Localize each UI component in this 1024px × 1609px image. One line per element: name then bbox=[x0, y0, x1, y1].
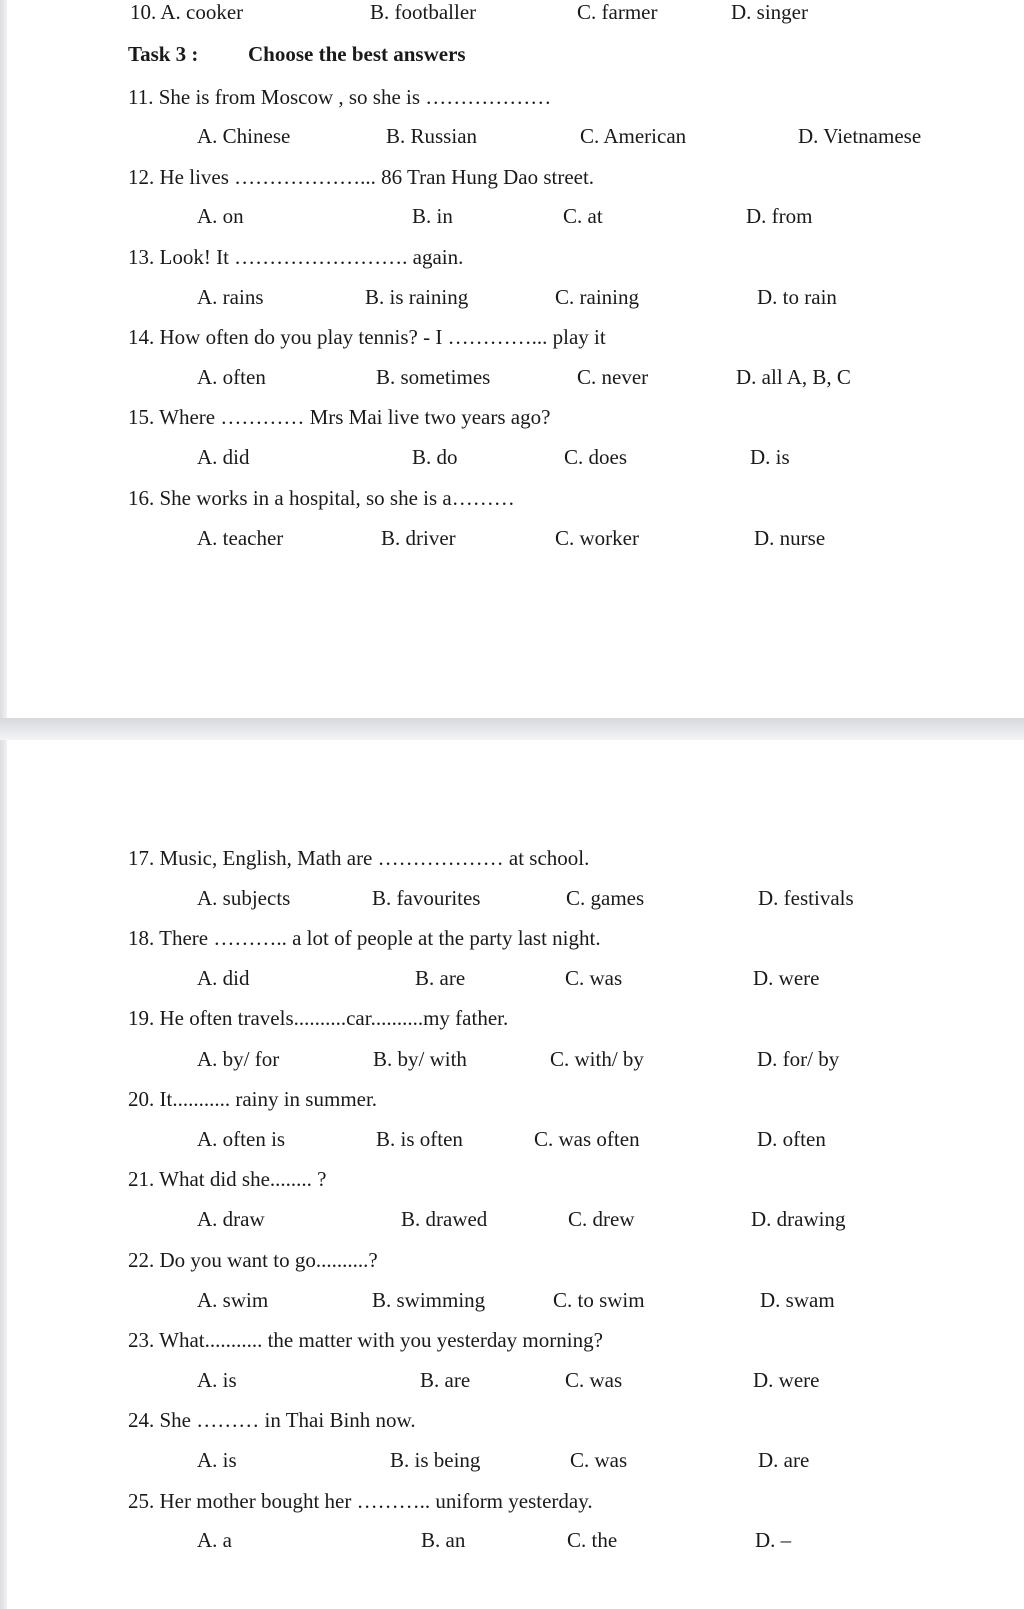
question-23-option-c: C. was bbox=[565, 1368, 623, 1392]
question-12-option-a: A. on bbox=[197, 204, 244, 228]
question-10-option-b: B. footballer bbox=[370, 0, 477, 24]
question-17-option-b: B. favourites bbox=[372, 886, 481, 910]
question-12-option-b: B. in bbox=[412, 204, 453, 228]
question-23-stem: 23. What........... the matter with you yesterday morning? bbox=[128, 1328, 603, 1352]
question-11-option-c: C. American bbox=[580, 124, 687, 148]
question-12-option-c: C. at bbox=[563, 204, 603, 228]
question-14-option-d: D. all A, B, C bbox=[736, 365, 851, 389]
question-14-option-a: A. often bbox=[197, 365, 266, 389]
question-13-option-a: A. rains bbox=[197, 285, 264, 309]
question-18-option-b: B. are bbox=[415, 966, 466, 990]
question-14-option-b: B. sometimes bbox=[376, 365, 491, 389]
question-18-option-a: A. did bbox=[197, 966, 250, 990]
question-24-stem: 24. She ……… in Thai Binh now. bbox=[128, 1408, 416, 1432]
question-17-option-d: D. festivals bbox=[758, 886, 854, 910]
question-16-option-d: D. nurse bbox=[754, 526, 826, 550]
page-left-edge bbox=[0, 0, 7, 1609]
question-19-option-a: A. by/ for bbox=[197, 1047, 280, 1071]
question-25-option-c: C. the bbox=[567, 1528, 618, 1552]
question-20-option-b: B. is often bbox=[376, 1127, 463, 1151]
question-19-stem: 19. He often travels..........car..........my father. bbox=[128, 1006, 509, 1030]
question-25-stem: 25. Her mother bought her ……….. uniform yesterday. bbox=[128, 1489, 593, 1513]
question-18-option-d: D. were bbox=[753, 966, 820, 990]
question-21-option-b: B. drawed bbox=[401, 1207, 488, 1231]
question-17-option-c: C. games bbox=[566, 886, 645, 910]
question-16-option-b: B. driver bbox=[381, 526, 456, 550]
question-21-stem: 21. What did she........ ? bbox=[128, 1167, 327, 1191]
question-24-option-a: A. is bbox=[197, 1448, 237, 1472]
question-25-option-b: B. an bbox=[421, 1528, 466, 1552]
question-24-option-b: B. is being bbox=[390, 1448, 481, 1472]
question-15-option-d: D. is bbox=[750, 445, 790, 469]
question-18-stem: 18. There ……….. a lot of people at the party last night. bbox=[128, 926, 601, 950]
question-12-option-d: D. from bbox=[746, 204, 813, 228]
question-21-option-d: D. drawing bbox=[751, 1207, 846, 1231]
question-22-option-c: C. to swim bbox=[553, 1288, 645, 1312]
question-11-option-b: B. Russian bbox=[386, 124, 478, 148]
question-20-option-d: D. often bbox=[757, 1127, 826, 1151]
question-25-option-a: A. a bbox=[197, 1528, 232, 1552]
question-11-option-a: A. Chinese bbox=[197, 124, 291, 148]
question-10-stem: 10. A. cooker bbox=[130, 0, 244, 24]
question-22-option-a: A. swim bbox=[197, 1288, 269, 1312]
question-11-option-d: D. Vietnamese bbox=[798, 124, 922, 148]
question-14-stem: 14. How often do you play tennis? - I …………... play it bbox=[128, 325, 606, 349]
task-title: Choose the best answers bbox=[248, 42, 466, 66]
question-20-stem: 20. It........... rainy in summer. bbox=[128, 1087, 378, 1111]
question-15-stem: 15. Where ………… Mrs Mai live two years ago? bbox=[128, 405, 551, 429]
question-16-option-c: C. worker bbox=[555, 526, 639, 550]
question-23-option-d: D. were bbox=[753, 1368, 820, 1392]
question-19-option-b: B. by/ with bbox=[373, 1047, 467, 1071]
question-13-option-b: B. is raining bbox=[365, 285, 469, 309]
question-20-option-c: C. was often bbox=[534, 1127, 640, 1151]
question-18-option-c: C. was bbox=[565, 966, 623, 990]
question-24-option-c: C. was bbox=[570, 1448, 628, 1472]
question-10-option-c: C. farmer bbox=[577, 0, 658, 24]
question-23-option-b: B. are bbox=[420, 1368, 471, 1392]
question-16-stem: 16. She works in a hospital, so she is a……… bbox=[128, 486, 515, 510]
question-15-option-c: C. does bbox=[564, 445, 627, 469]
question-13-option-c: C. raining bbox=[555, 285, 639, 309]
question-21-option-c: C. drew bbox=[568, 1207, 635, 1231]
question-19-option-d: D. for/ by bbox=[757, 1047, 840, 1071]
question-15-option-b: B. do bbox=[412, 445, 458, 469]
question-22-option-b: B. swimming bbox=[372, 1288, 486, 1312]
question-15-option-a: A. did bbox=[197, 445, 250, 469]
question-13-stem: 13. Look! It ……………………. again. bbox=[128, 245, 464, 269]
question-13-option-d: D. to rain bbox=[757, 285, 837, 309]
page-separator bbox=[0, 718, 1024, 740]
question-24-option-d: D. are bbox=[758, 1448, 810, 1472]
question-20-option-a: A. often is bbox=[197, 1127, 286, 1151]
question-21-option-a: A. draw bbox=[197, 1207, 265, 1231]
question-22-stem: 22. Do you want to go..........? bbox=[128, 1248, 378, 1272]
question-17-option-a: A. subjects bbox=[197, 886, 291, 910]
task-label: Task 3 : bbox=[128, 42, 199, 66]
question-23-option-a: A. is bbox=[197, 1368, 237, 1392]
question-10-option-d: D. singer bbox=[731, 0, 808, 24]
question-14-option-c: C. never bbox=[577, 365, 649, 389]
question-19-option-c: C. with/ by bbox=[550, 1047, 644, 1071]
question-12-stem: 12. He lives ………………... 86 Tran Hung Dao street. bbox=[128, 165, 595, 189]
question-17-stem: 17. Music, English, Math are ……………… at school. bbox=[128, 846, 590, 870]
question-11-stem: 11. She is from Moscow , so she is ……………… bbox=[128, 85, 552, 109]
question-16-option-a: A. teacher bbox=[197, 526, 284, 550]
question-25-option-d: D. – bbox=[755, 1528, 792, 1552]
question-22-option-d: D. swam bbox=[760, 1288, 835, 1312]
